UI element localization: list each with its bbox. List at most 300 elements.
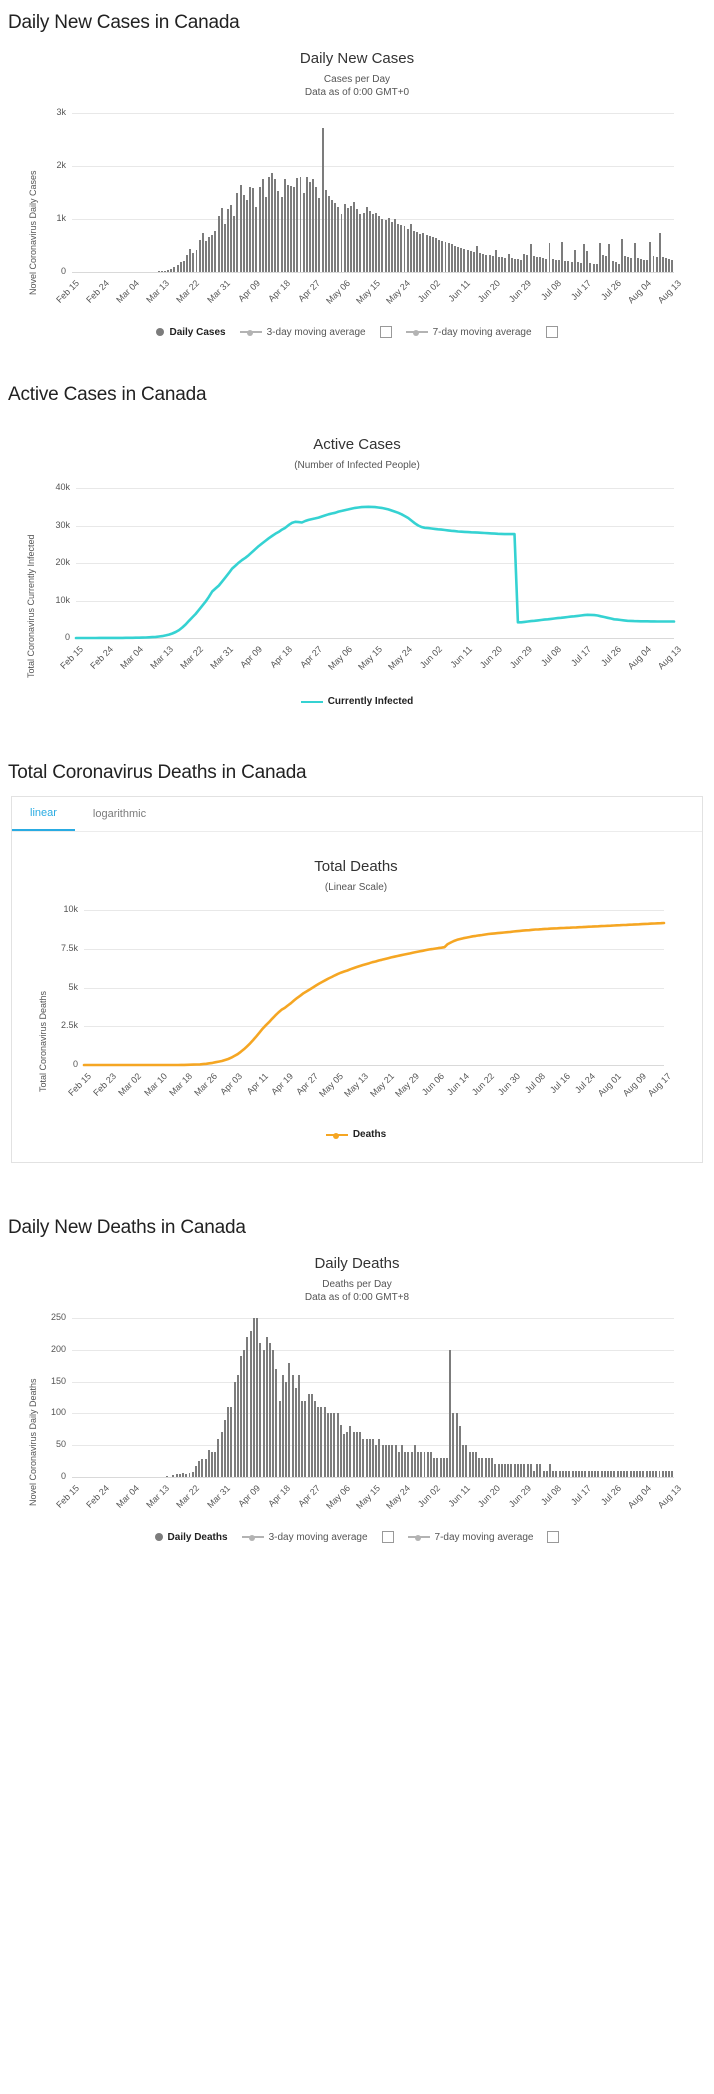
chart-bar bbox=[350, 206, 352, 272]
chart-bar bbox=[445, 242, 447, 272]
y-axis-tick: 0 bbox=[64, 632, 70, 642]
x-axis-tick: Apr 09 bbox=[235, 1483, 262, 1509]
chart-bar bbox=[429, 236, 431, 272]
chart-daily-new-deaths bbox=[0, 1245, 714, 1543]
x-axis-tick: Feb 24 bbox=[84, 1483, 112, 1510]
chart-bar bbox=[465, 1445, 467, 1477]
legend-item[interactable] bbox=[301, 696, 414, 707]
chart-bar bbox=[285, 1382, 287, 1477]
chart-bar bbox=[549, 243, 551, 272]
legend-line-dot-icon bbox=[408, 1536, 430, 1538]
chart-bar bbox=[463, 249, 465, 272]
chart-bar bbox=[539, 1464, 541, 1477]
chart-bar bbox=[543, 1471, 545, 1477]
chart-bar bbox=[271, 173, 273, 272]
chart-bar bbox=[259, 1343, 261, 1477]
x-axis-tick: Jul 26 bbox=[599, 644, 624, 669]
x-axis-tick: Mar 22 bbox=[177, 644, 205, 671]
chart-title: Daily New Cases bbox=[299, 50, 415, 67]
chart-bar bbox=[643, 260, 645, 272]
chart-title: Total Deaths bbox=[314, 858, 398, 875]
x-axis-tick: Jun 02 bbox=[416, 1483, 443, 1510]
chart-bar bbox=[636, 1471, 638, 1477]
chart-bar bbox=[221, 208, 223, 272]
chart-bar bbox=[545, 259, 547, 272]
chart-bar bbox=[227, 209, 229, 272]
chart-bar bbox=[586, 251, 588, 272]
chart-bar bbox=[449, 1350, 451, 1477]
chart-bar bbox=[443, 1458, 445, 1477]
chart-bar bbox=[284, 179, 286, 272]
chart-bar bbox=[414, 1445, 416, 1477]
chart-bar bbox=[646, 1471, 648, 1477]
x-axis-tick: Jun 20 bbox=[477, 644, 504, 671]
chart-bar bbox=[233, 216, 235, 272]
chart-bar bbox=[523, 254, 525, 272]
chart-bar bbox=[236, 193, 238, 273]
chart-bar bbox=[659, 1471, 661, 1477]
x-axis-tick: May 05 bbox=[317, 1071, 346, 1099]
chart-bar bbox=[507, 1464, 509, 1477]
chart-bar bbox=[482, 254, 484, 272]
legend-line-icon bbox=[301, 701, 323, 703]
x-axis-tick: Jun 22 bbox=[470, 1071, 497, 1098]
plot-area bbox=[12, 105, 702, 320]
plot-area bbox=[12, 480, 702, 680]
x-axis-tick: Jun 29 bbox=[506, 1483, 533, 1510]
chart-bar bbox=[427, 1452, 429, 1477]
chart-bar bbox=[448, 243, 450, 272]
chart-bar bbox=[164, 271, 166, 272]
chart-bar bbox=[166, 1476, 168, 1477]
x-axis-tick: May 24 bbox=[384, 278, 413, 306]
chart-legend bbox=[12, 320, 702, 338]
chart-bar bbox=[630, 258, 632, 272]
chart-bar bbox=[441, 241, 443, 272]
chart-bar bbox=[470, 251, 472, 272]
chart-bar bbox=[221, 1432, 223, 1477]
chart-bar bbox=[549, 1464, 551, 1477]
x-axis-tick: Feb 24 bbox=[88, 644, 115, 671]
chart-bar bbox=[662, 1471, 664, 1477]
chart-bar bbox=[218, 216, 220, 272]
chart-bar bbox=[205, 1459, 207, 1477]
chart-bar bbox=[607, 1471, 609, 1477]
x-axis-tick: Apr 27 bbox=[296, 1483, 322, 1509]
chart-bar bbox=[395, 1445, 397, 1477]
x-axis-tick: Apr 11 bbox=[244, 1071, 270, 1097]
chart-bar bbox=[334, 203, 336, 272]
chart-bar bbox=[394, 219, 396, 272]
x-axis-tick: Mar 04 bbox=[114, 278, 142, 305]
chart-bar bbox=[337, 207, 339, 272]
x-axis-tick: Apr 18 bbox=[265, 1483, 292, 1509]
x-axis-tick: Mar 31 bbox=[207, 644, 235, 671]
chart-bar bbox=[192, 1472, 194, 1477]
chart-bar bbox=[192, 253, 194, 272]
x-axis-tick: Feb 15 bbox=[54, 1483, 82, 1510]
chart-bar bbox=[296, 178, 298, 272]
chart-bar bbox=[246, 1337, 248, 1477]
chart-subtitle-line1: Cases per Day bbox=[323, 74, 391, 85]
chart-bar bbox=[246, 200, 248, 272]
chart-bar bbox=[366, 1439, 368, 1477]
chart-bar bbox=[514, 259, 516, 272]
legend-dot-icon bbox=[155, 1533, 163, 1541]
chart-bar bbox=[315, 187, 317, 272]
chart-bar bbox=[564, 261, 566, 272]
chart-bar bbox=[605, 256, 607, 272]
chart-bar bbox=[630, 1471, 632, 1477]
chart-bar bbox=[259, 187, 261, 272]
chart-bar bbox=[324, 1407, 326, 1477]
legend-line-dot-icon bbox=[326, 1134, 348, 1136]
chart-bar bbox=[420, 1452, 422, 1477]
chart-bar bbox=[198, 1461, 200, 1477]
chart-subtitle-line1: Deaths per Day bbox=[322, 1279, 392, 1290]
legend-item[interactable] bbox=[242, 1532, 368, 1543]
x-axis-tick: Jun 20 bbox=[476, 1483, 503, 1510]
y-axis-tick: 1k bbox=[56, 213, 66, 223]
chart-bar bbox=[170, 269, 172, 272]
chart-bar bbox=[369, 1439, 371, 1477]
chart-bar bbox=[646, 260, 648, 272]
legend-label: 3-day moving average bbox=[268, 1531, 368, 1543]
legend-item[interactable] bbox=[326, 1129, 386, 1140]
x-axis-tick: Mar 10 bbox=[141, 1071, 169, 1098]
y-axis-tick: 3k bbox=[56, 107, 66, 117]
chart-bar bbox=[288, 1363, 290, 1477]
legend-checkbox[interactable] bbox=[547, 1531, 559, 1543]
x-axis-tick: Feb 23 bbox=[91, 1071, 119, 1098]
chart-bar bbox=[391, 1445, 393, 1477]
chart-bar bbox=[656, 257, 658, 272]
chart-bar bbox=[375, 1445, 377, 1477]
gridline bbox=[72, 1350, 674, 1351]
x-axis-tick: May 06 bbox=[326, 644, 355, 672]
chart-bar bbox=[639, 1471, 641, 1477]
chart-bar bbox=[426, 235, 428, 272]
legend-checkbox[interactable] bbox=[380, 326, 392, 338]
chart-bar bbox=[435, 238, 437, 272]
chart-bar bbox=[250, 1331, 252, 1477]
legend-checkbox[interactable] bbox=[382, 1531, 394, 1543]
x-axis-tick: May 15 bbox=[354, 278, 383, 306]
x-axis-tick: Jun 11 bbox=[446, 1483, 473, 1509]
chart-bar bbox=[347, 208, 349, 272]
chart-bar bbox=[308, 1394, 310, 1477]
chart-bar bbox=[597, 1471, 599, 1477]
x-axis-tick: Mar 22 bbox=[174, 1483, 202, 1510]
chart-title: Daily Deaths bbox=[314, 1255, 400, 1272]
chart-bar bbox=[604, 1471, 606, 1477]
legend-item[interactable] bbox=[240, 327, 366, 338]
chart-bar bbox=[454, 246, 456, 273]
tab-linear[interactable]: linear bbox=[12, 797, 75, 831]
chart-bar bbox=[459, 1426, 461, 1477]
chart-subtitle bbox=[12, 453, 702, 472]
x-axis-tick: Jul 08 bbox=[538, 278, 563, 303]
chart-title: Active Cases bbox=[313, 436, 401, 453]
chart-bar bbox=[180, 262, 182, 272]
chart-bar bbox=[561, 242, 563, 272]
chart-bar bbox=[558, 260, 560, 272]
legend-item[interactable] bbox=[406, 327, 532, 338]
chart-bar bbox=[624, 256, 626, 272]
chart-bar bbox=[172, 1475, 174, 1477]
chart-bar bbox=[481, 1458, 483, 1477]
x-axis-tick: Jul 16 bbox=[548, 1071, 573, 1096]
chart-bar bbox=[501, 1464, 503, 1477]
y-axis-label: Novel Coronavirus Daily Deaths bbox=[28, 1378, 38, 1506]
chart-bar bbox=[475, 1452, 477, 1477]
chart-bar bbox=[298, 1375, 300, 1477]
page-title-daily-new-cases: Daily New Cases in Canada bbox=[8, 12, 240, 33]
chart-legend bbox=[12, 1117, 700, 1140]
chart-bar bbox=[498, 1464, 500, 1477]
chart-bar bbox=[240, 1356, 242, 1477]
x-axis-tick: Jun 29 bbox=[506, 278, 533, 305]
chart-bar bbox=[196, 250, 198, 272]
chart-bar bbox=[407, 1452, 409, 1477]
x-axis-tick: Mar 04 bbox=[114, 1483, 142, 1510]
x-axis-tick: Jun 11 bbox=[448, 644, 474, 670]
chart-bar bbox=[668, 259, 670, 272]
chart-bar bbox=[601, 1471, 603, 1477]
chart-bar bbox=[501, 257, 503, 272]
y-axis-tick: 2.5k bbox=[60, 1020, 78, 1031]
chart-bar bbox=[295, 1388, 297, 1477]
x-axis-tick: May 24 bbox=[386, 644, 414, 672]
legend-label: Daily Cases bbox=[169, 326, 226, 338]
chart-bar bbox=[520, 1464, 522, 1477]
chart-bar bbox=[608, 244, 610, 272]
legend-checkbox[interactable] bbox=[546, 326, 558, 338]
chart-legend bbox=[12, 1525, 702, 1543]
chart-bar bbox=[304, 1401, 306, 1477]
y-axis-tick: 100 bbox=[50, 1407, 66, 1418]
gridline bbox=[72, 1413, 674, 1414]
chart-bar bbox=[584, 1471, 586, 1477]
x-axis-tick: Aug 13 bbox=[655, 1483, 684, 1511]
chart-bar bbox=[452, 1413, 454, 1477]
chart-bar bbox=[612, 261, 614, 272]
chart-bar bbox=[504, 1464, 506, 1477]
chart-bar bbox=[572, 1471, 574, 1477]
chart-bar bbox=[642, 1471, 644, 1477]
section-active-cases bbox=[0, 372, 714, 707]
gridline bbox=[72, 272, 674, 273]
chart-bar bbox=[530, 1464, 532, 1477]
chart-bar bbox=[343, 1434, 345, 1477]
chart-bar bbox=[287, 185, 289, 272]
y-axis-tick: 30k bbox=[55, 519, 70, 530]
chart-bar bbox=[485, 255, 487, 272]
chart-bar bbox=[491, 1458, 493, 1477]
y-axis-tick: 200 bbox=[50, 1343, 66, 1354]
chart-bar bbox=[530, 244, 532, 272]
chart-bar bbox=[388, 1445, 390, 1477]
chart-bar bbox=[372, 1439, 374, 1477]
x-axis-tick: Feb 15 bbox=[66, 1071, 94, 1098]
chart-bar bbox=[652, 1471, 654, 1477]
chart-bar bbox=[526, 255, 528, 272]
y-axis-tick: 5k bbox=[68, 981, 78, 992]
chart-bar bbox=[665, 258, 667, 272]
chart-bar bbox=[337, 1413, 339, 1477]
chart-bar bbox=[511, 258, 513, 272]
y-axis-tick: 7.5k bbox=[60, 942, 78, 953]
chart-bar bbox=[312, 179, 314, 272]
chart-bar bbox=[593, 264, 595, 272]
chart-bar bbox=[211, 1452, 213, 1477]
chart-subtitle bbox=[12, 67, 702, 99]
chart-bar bbox=[588, 1471, 590, 1477]
chart-bar bbox=[385, 220, 387, 272]
chart-bar bbox=[320, 1407, 322, 1477]
chart-bar bbox=[372, 214, 374, 272]
y-axis-label: Total Coronavirus Currently Infected bbox=[26, 534, 36, 678]
chart-bar bbox=[555, 1471, 557, 1477]
legend-line-dot-icon bbox=[406, 331, 428, 333]
x-axis-tick: Aug 01 bbox=[595, 1071, 623, 1099]
chart-line-layer bbox=[12, 480, 702, 680]
chart-bar bbox=[378, 216, 380, 272]
chart-bar bbox=[272, 1350, 274, 1477]
y-axis-label: Total Coronavirus Deaths bbox=[38, 990, 48, 1092]
chart-bar bbox=[615, 262, 617, 272]
chart-bar bbox=[602, 255, 604, 272]
x-axis-tick: Mar 18 bbox=[167, 1071, 194, 1098]
chart-bar bbox=[436, 1458, 438, 1477]
chart-bar bbox=[467, 250, 469, 272]
chart-bar bbox=[469, 1452, 471, 1477]
x-axis-tick: Apr 03 bbox=[218, 1071, 245, 1097]
chart-bar bbox=[397, 224, 399, 272]
chart-bar bbox=[413, 231, 415, 272]
chart-bar bbox=[282, 1375, 284, 1477]
x-axis-tick: May 21 bbox=[367, 1071, 396, 1099]
chart-bar bbox=[214, 231, 216, 272]
chart-bar bbox=[341, 214, 343, 272]
chart-bar bbox=[546, 1471, 548, 1477]
chart-bar bbox=[279, 1401, 281, 1477]
chart-bar bbox=[173, 267, 175, 272]
total-deaths-card bbox=[11, 796, 703, 1163]
x-axis-tick: Jul 08 bbox=[522, 1071, 547, 1096]
chart-bar bbox=[281, 197, 283, 272]
y-axis-tick: 0 bbox=[60, 1471, 66, 1481]
chart-bar bbox=[353, 1432, 355, 1477]
chart-bar bbox=[581, 1471, 583, 1477]
chart-subtitle bbox=[12, 875, 700, 894]
chart-bar bbox=[327, 1413, 329, 1477]
x-axis-tick: Mar 02 bbox=[116, 1071, 144, 1098]
x-axis-tick: Jul 08 bbox=[538, 1483, 563, 1508]
chart-bar bbox=[473, 252, 475, 272]
chart-bar bbox=[375, 213, 377, 272]
chart-bar bbox=[385, 1445, 387, 1477]
y-axis-tick: 150 bbox=[50, 1375, 66, 1386]
chart-bar bbox=[416, 232, 418, 272]
chart-bar bbox=[568, 1471, 570, 1477]
chart-bar bbox=[552, 1471, 554, 1477]
x-axis-tick: Jul 26 bbox=[598, 278, 623, 303]
chart-bar bbox=[369, 211, 371, 272]
chart-bar bbox=[340, 1425, 342, 1477]
x-axis-tick: Aug 09 bbox=[620, 1071, 648, 1099]
x-axis-tick: Aug 13 bbox=[655, 644, 684, 672]
plot-area bbox=[12, 1310, 702, 1525]
legend-item[interactable] bbox=[156, 327, 225, 338]
chart-bar bbox=[637, 258, 639, 272]
chart-bar bbox=[344, 204, 346, 272]
y-axis-tick: 40k bbox=[55, 482, 70, 492]
chart-bar bbox=[520, 260, 522, 272]
gridline bbox=[72, 1477, 674, 1478]
chart-active-cases bbox=[0, 412, 714, 707]
chart-bar bbox=[217, 1439, 219, 1477]
chart-bar bbox=[211, 235, 213, 272]
x-axis-tick: Mar 13 bbox=[144, 278, 172, 305]
legend-item[interactable] bbox=[408, 1532, 534, 1543]
chart-bar bbox=[311, 1394, 313, 1477]
chart-bar bbox=[274, 179, 276, 272]
chart-subtitle-line2: Data as of 0:00 GMT+0 bbox=[304, 87, 410, 98]
chart-bar bbox=[451, 244, 453, 272]
gridline bbox=[72, 166, 674, 167]
chart-bar bbox=[359, 1432, 361, 1477]
chart-bar bbox=[252, 188, 254, 272]
chart-bar bbox=[265, 197, 267, 272]
x-axis-tick: Apr 09 bbox=[238, 644, 265, 670]
chart-bar bbox=[649, 1471, 651, 1477]
chart-bar bbox=[514, 1464, 516, 1477]
chart-bar bbox=[634, 243, 636, 272]
gridline bbox=[72, 1382, 674, 1383]
chart-bar bbox=[275, 1369, 277, 1477]
chart-bar bbox=[237, 1375, 239, 1477]
chart-bar bbox=[665, 1471, 667, 1477]
chart-bar bbox=[407, 229, 409, 272]
chart-bar bbox=[591, 1471, 593, 1477]
legend-item[interactable] bbox=[155, 1532, 228, 1543]
x-axis-tick: Jun 11 bbox=[446, 278, 473, 304]
chart-bar bbox=[292, 1375, 294, 1477]
chart-bar bbox=[249, 187, 251, 272]
chart-bar bbox=[627, 257, 629, 272]
chart-bar bbox=[234, 1382, 236, 1477]
chart-bar bbox=[356, 1432, 358, 1477]
chart-bar bbox=[479, 253, 481, 272]
legend-label: 7-day moving average bbox=[432, 326, 532, 338]
chart-bar bbox=[488, 1458, 490, 1477]
chart-bar bbox=[410, 224, 412, 272]
chart-bar bbox=[580, 263, 582, 272]
chart-bar bbox=[201, 1459, 203, 1477]
tab-logarithmic[interactable]: logarithmic bbox=[92, 808, 147, 820]
chart-bar bbox=[346, 1432, 348, 1477]
chart-bar bbox=[618, 264, 620, 272]
page-title-total-deaths: Total Coronavirus Deaths in Canada bbox=[8, 762, 307, 783]
chart-bar bbox=[575, 1471, 577, 1477]
chart-bar bbox=[349, 1426, 351, 1477]
x-axis-tick: Aug 04 bbox=[625, 1483, 653, 1511]
chart-bar bbox=[626, 1471, 628, 1477]
chart-bar bbox=[653, 256, 655, 272]
legend-line-dot-icon bbox=[240, 331, 262, 333]
chart-bar bbox=[610, 1471, 612, 1477]
